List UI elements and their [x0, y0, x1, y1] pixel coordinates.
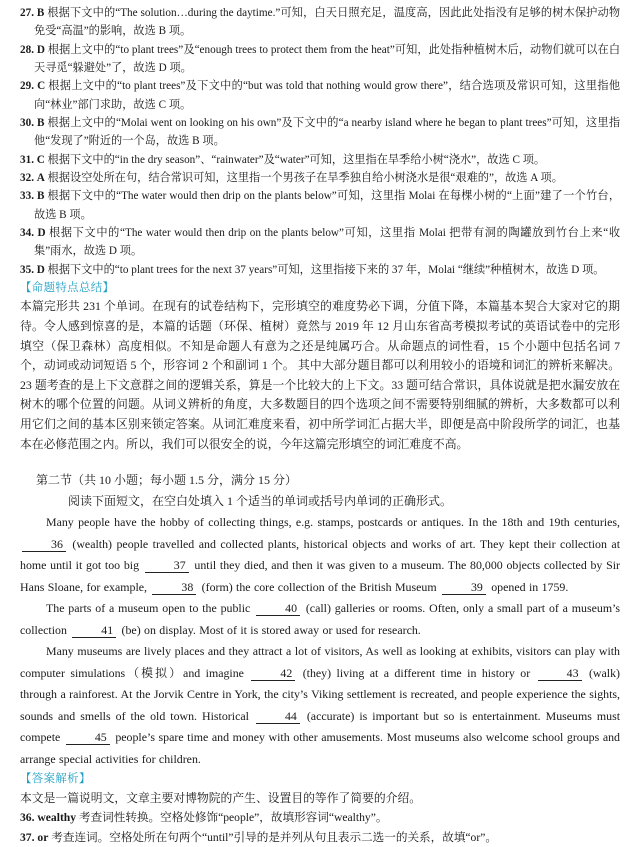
answer-item: [20, 828, 620, 847]
item-text: 根据下文中的“to plant trees for the next 37 years”可知，这里指接下来的 37 年，Molai “继续”种植树木，故选 D 项。: [47, 263, 605, 276]
item-number: 31.: [20, 153, 34, 166]
passage-paragraph: Many people have the hobby of collecting things, e.g. stamps, postcards or antiques. In the 18th and 19th centuries, 36 (wealth) people travelled and collected plants, historical objects and works of art. They kept their collection at home until it got too big 37 until they died, and then it was given to a museum. The 80,000 objects collected by Sir Hans Sloane, for example, 38 (form) the core collection of the British Museum 39 opened in 1759.: [20, 515, 620, 594]
answer-key: or: [37, 830, 49, 844]
item-text: 根据下文中的“The water would then drip on the plants below”可知，这里指 Molai 把带有洞的陶罐放到竹台上来“收集”雨水，故选 D 项。: [34, 227, 621, 258]
answer-text: 考查连词。空格处所在句两个“until”引导的是并列从句且表示二选一的关系，故填“or”。: [51, 830, 497, 844]
cloze-explanation-item: [20, 261, 620, 279]
fill-in-blank[interactable]: 41: [72, 624, 116, 638]
cloze-explanation-item: [20, 114, 620, 151]
passage-paragraph: The parts of a museum open to the public 40 (call) galleries or rooms. Often, only a small part of a museum’s collection 41 (be) on display. Most of it is stored away or used for research.: [20, 601, 620, 637]
item-text: 根据下文中的“The water would then drip on the plants below”可知，这里指 Molai 在每棵小树的“上面”建了一个竹台，故选 B 项。: [34, 190, 621, 221]
fill-in-blank[interactable]: 45: [66, 731, 110, 745]
item-number: 27.: [20, 7, 34, 19]
summary-heading: 【命题特点总结】: [20, 282, 115, 295]
fill-in-blank[interactable]: 39: [442, 581, 486, 595]
item-text: 根据上文中的“to plant trees”及“enough trees to protect them from the heat”可知，此处指种植树木后，动物们就可以在白天寻觅“躲避处”了，故选 D 项。: [34, 43, 621, 75]
reading-passage: [20, 512, 620, 770]
item-text: 根据下文中的“The solution…during the daytime.”可知，白天日照充足，温度高，因此此处指没有足够的树木保护动物免受“高温”的影响，故选 B 项。: [34, 7, 621, 38]
cloze-explanation-item: [20, 169, 620, 187]
answer-number: 37.: [20, 830, 35, 844]
item-number: 34.: [20, 227, 34, 240]
cloze-explanation-item: [20, 41, 620, 78]
answer-item-list: [20, 808, 620, 847]
cloze-explanation-item: [20, 224, 620, 261]
item-answer: B: [37, 190, 45, 203]
item-text: 根据上文中的“Molai went on looking on his own”及下文中的“a nearby island where he began to plant trees”可知，这里指他“发现了”附近的一个岛，故选 B 项。: [34, 117, 621, 148]
answer-analysis-intro: 本文是一篇说明文，文章主要对博物院的产生、设置目的等作了简要的介绍。: [20, 790, 422, 805]
fill-in-blank[interactable]: 36: [22, 538, 66, 552]
item-text: 根据下文中的“in the dry season”、“rainwater”及“water”可知，这里指在旱季给小树“浇水”，故选 C 项。: [47, 153, 546, 166]
item-answer: B: [37, 117, 45, 130]
item-answer: D: [37, 227, 46, 240]
item-text: 根据设空处所在句，结合常识可知，这里指一个男孩子在旱季独自给小树浇水是很“艰难的”，故选 A 项。: [47, 172, 563, 185]
item-number: 29.: [20, 80, 34, 93]
fill-in-blank[interactable]: 42: [251, 667, 295, 681]
cloze-explanation-list: [20, 4, 620, 279]
cloze-explanation-item: [20, 4, 620, 41]
page-content: [20, 4, 620, 847]
section-two-instruction: 阅读下面短文，在空白处填入 1 个适当的单词或括号内单词的正确形式。: [68, 494, 453, 509]
cloze-explanation-item: [20, 187, 620, 224]
item-number: 28.: [20, 43, 34, 56]
item-answer: D: [36, 263, 45, 276]
answer-key: wealthy: [37, 811, 77, 825]
item-number: 33.: [20, 190, 34, 203]
cloze-explanation-item: [20, 151, 620, 169]
item-answer: A: [36, 172, 45, 185]
item-answer: D: [36, 43, 45, 56]
cloze-explanation-item: [20, 77, 620, 114]
answer-text: 考查词性转换。空格处修饰“people”，故填形容词“wealthy”。: [78, 811, 388, 825]
section-divider: [20, 454, 620, 470]
summary-paragraph: 本篇完形共 231 个单词。在现有的试卷结构下，完形填空的难度势必下调，分值下降，本篇基本契合大家对它的期待。令人感到惊喜的是，本篇的话题（环保、植树）竟然与 2019 年 12 月山东省高考模拟考试的英语试卷中的完形填空（保卫森林）高度相似。不知是命题人有意为之还是纯属巧合。从命题点的词性看，15 个小题中包括名词 7 个，动词或动词短语 5 个，形容词 2 个和副词 1 个。 其中大部分题目都可以利用较小的语境和词汇的辨析来解决。23 题考查的是上下文意群之间的逻辑关系，算是一个比较大的上下文。33 题可结合常识，具体说就是把水漏安放在树木的哪个位置的问题。从词义辨析的角度，大多数题目的四个选项之间不需要特别细腻的辨析，大多数都可以利用它们之间的基本区别来锁定答案。从词汇难度来看，初中所学词汇占据大半，即便是高中阶段所学的词汇，也基本在必修范围之内。所以，我们可以很安全的说，今年这篇完形填空的词汇难度不高。: [20, 299, 620, 451]
answer-number: 36.: [20, 811, 35, 825]
item-number: 32.: [20, 172, 34, 185]
item-answer: C: [36, 153, 45, 166]
fill-in-blank[interactable]: 43: [538, 667, 582, 681]
item-answer: C: [37, 80, 46, 93]
answer-analysis-heading: 【答案解析】: [20, 773, 91, 786]
section-two-header: 第二节（共 10 小题；每小题 1.5 分，满分 15 分）: [36, 473, 298, 488]
fill-in-blank[interactable]: 38: [152, 581, 196, 595]
item-number: 35.: [20, 263, 34, 276]
answer-item: [20, 808, 620, 827]
item-text: 根据上文中的“to plant trees”及下文中的“but was told that nothing would grow there”，结合选项及常识可知，这里指他向“林业”部门求助，故选 C 项。: [34, 80, 621, 111]
passage-paragraph: Many museums are lively places and they attract a lot of visitors, As well as looking at exhibits, visitors can play with computer simulations（模拟）and imagine 42 (they) living at a different time in history or 43 (walk) through a rainforest. At the Jorvik Centre in York, the city’s Viking settlement is recreated, and people experience the sights, sounds and smells of the old town. Historical 44 (accurate) is important but so is entertainment. Museums must compete 45 people’s spare time and money with other amusements. Most museums also welcome school groups and arrange special activities for children.: [20, 644, 620, 766]
item-number: 30.: [20, 117, 34, 130]
fill-in-blank[interactable]: 37: [145, 559, 189, 573]
fill-in-blank[interactable]: 44: [256, 710, 300, 724]
fill-in-blank[interactable]: 40: [256, 602, 300, 616]
item-answer: B: [36, 7, 45, 19]
